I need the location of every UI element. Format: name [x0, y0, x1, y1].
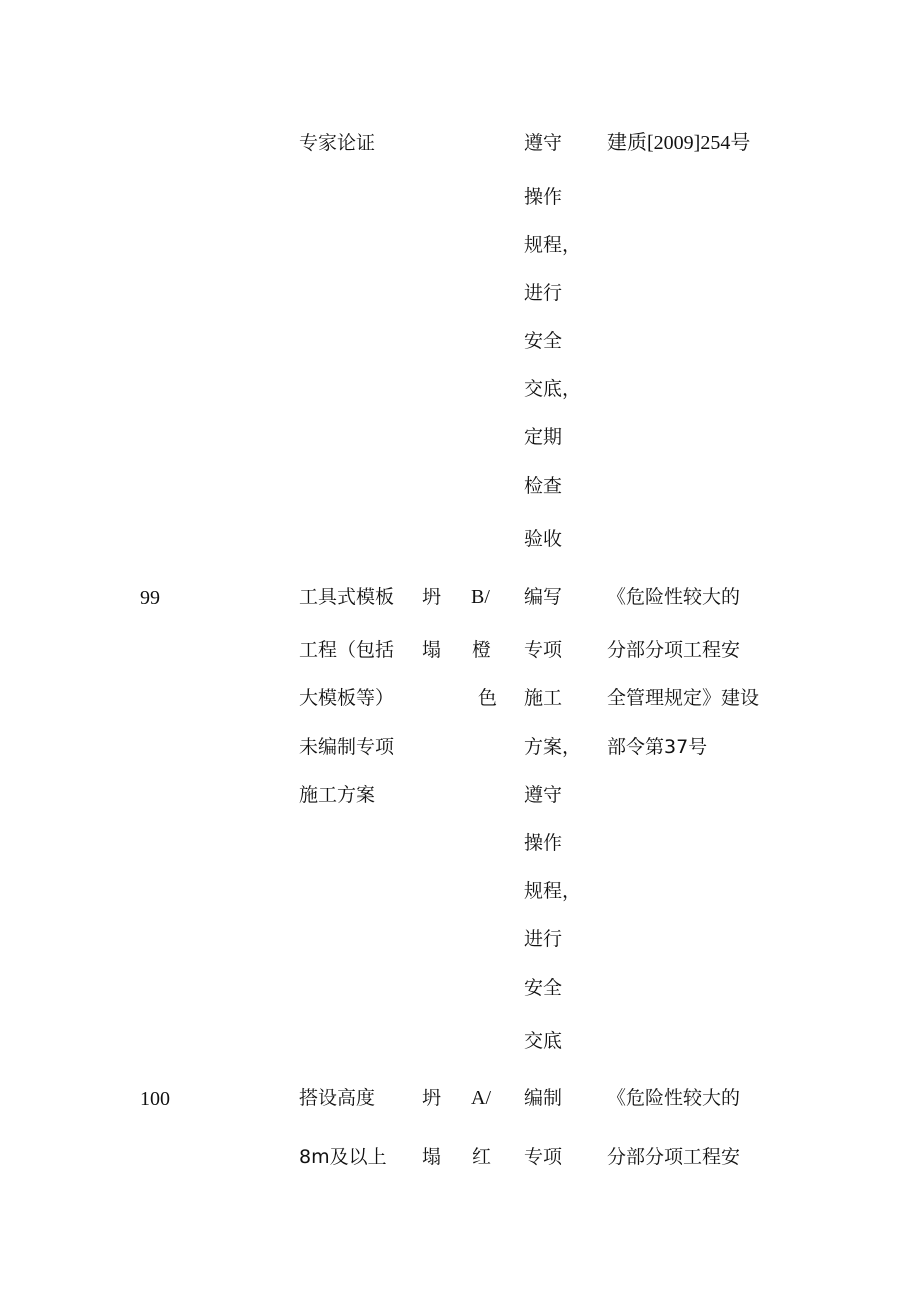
hazard-item-line: 工程（包括 — [299, 639, 395, 661]
basis-line: 建质[2009]254号 — [607, 132, 751, 154]
hazard-item-line: 8m及以上 — [299, 1146, 387, 1168]
measure-line: 编写 — [524, 586, 563, 608]
measure-line: 交底， — [524, 378, 582, 400]
accident-type: 坍 — [422, 586, 442, 608]
measure-line: 进行 — [524, 928, 563, 950]
risk-level: 色 — [478, 687, 498, 709]
basis-line: 《危险性较大的 — [607, 586, 741, 608]
row-number: 99 — [140, 587, 160, 609]
risk-level: A/ — [471, 1087, 491, 1109]
basis-line: 全管理规定》建设 — [607, 687, 760, 709]
measure-line: 方案， — [524, 736, 582, 758]
accident-type: 塌 — [422, 1146, 442, 1168]
basis-line: 分部分项工程安 — [607, 639, 741, 661]
accident-type: 坍 — [422, 1087, 442, 1109]
measure-line: 规程， — [524, 880, 582, 902]
measure-line: 专项 — [524, 1146, 563, 1168]
measure-line: 操作 — [524, 186, 563, 208]
measure-line: 施工 — [524, 687, 563, 709]
measure-line: 专项 — [524, 639, 563, 661]
measure-line: 安全 — [524, 977, 563, 999]
measure-line: 安全 — [524, 330, 563, 352]
accident-type: 塌 — [422, 639, 442, 661]
measure-line: 定期 — [524, 426, 563, 448]
hazard-item-line: 搭设高度 — [299, 1087, 376, 1109]
basis-line: 部令第37号 — [607, 736, 708, 758]
measure-line: 验收 — [524, 528, 563, 550]
basis-line: 分部分项工程安 — [607, 1146, 741, 1168]
risk-level: 红 — [472, 1146, 492, 1168]
risk-level: 橙 — [472, 639, 492, 661]
measure-line: 进行 — [524, 282, 563, 304]
measure-line: 遵守 — [524, 132, 563, 154]
hazard-item-line: 施工方案 — [299, 784, 376, 806]
measure-line: 编制 — [524, 1087, 563, 1109]
hazard-item-line: 专家论证 — [299, 132, 376, 154]
risk-level: B/ — [471, 586, 490, 608]
hazard-item-line: 大模板等） — [299, 687, 395, 709]
row-number: 100 — [140, 1088, 170, 1110]
measure-line: 交底 — [524, 1030, 563, 1052]
hazard-item-line: 工具式模板 — [299, 586, 395, 608]
measure-line: 规程， — [524, 234, 582, 256]
measure-line: 检查 — [524, 475, 563, 497]
measure-line: 操作 — [524, 832, 563, 854]
basis-line: 《危险性较大的 — [607, 1087, 741, 1109]
measure-line: 遵守 — [524, 784, 563, 806]
hazard-item-line: 未编制专项 — [299, 736, 395, 758]
